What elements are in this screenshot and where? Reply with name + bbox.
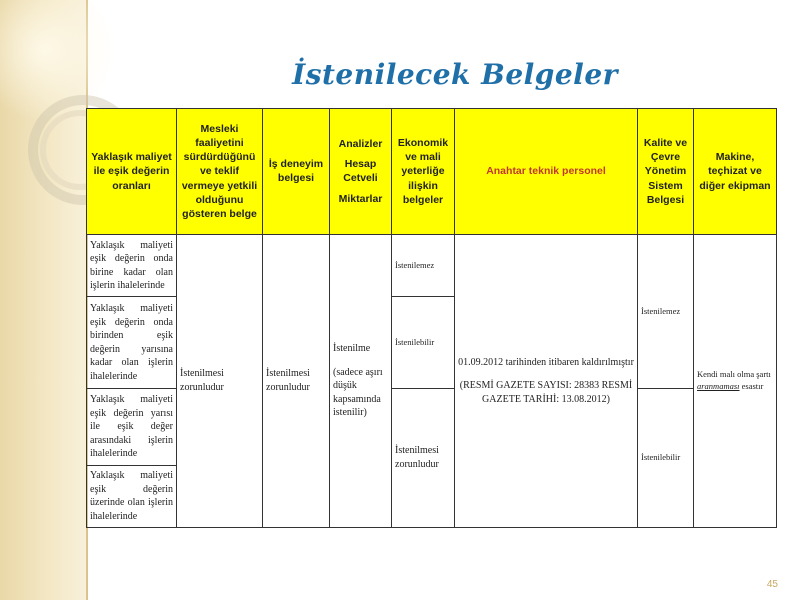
page-number: 45 (766, 579, 778, 590)
header-row (87, 109, 777, 235)
row-label-4: Yaklaşık maliyeti eşik değerin üzerinde olan işlerin ihalelerinde (87, 465, 177, 527)
cell-analyses (330, 234, 392, 527)
cell-machinery (694, 234, 777, 527)
header-economic-financial: Ekonomik ve mali yeterliğe ilişkin belgeler (392, 109, 455, 235)
cell-analyses-line2: (sadece aşırı düşük kapsamında istenilir) (333, 366, 383, 419)
table-row (87, 234, 777, 296)
cell-key-personnel-line1: 01.09.2012 tarihinden itibaren kaldırılmıştır (458, 356, 634, 368)
cell-machinery-pre: Kendi malı olma şartı (697, 369, 771, 380)
cell-key-personnel (455, 234, 638, 527)
header-key-personnel: Anahtar teknik personel (455, 109, 638, 235)
header-analyses (330, 109, 392, 235)
row-label-2: Yaklaşık maliyeti eşik değerin onda birinden eşik değerin yarısına kadar olan işlerin ihalelerinde (87, 297, 177, 389)
header-quality-environment: Kalite ve Çevre Yönetim Sistem Belgesi (638, 109, 694, 235)
header-machinery: Makine, teçhizat ve diğer ekipman (694, 109, 777, 235)
cell-work-experience: İstenilmesi zorunludur (263, 234, 330, 527)
cell-economic-row1: İstenilemez (392, 234, 455, 296)
header-analyses-line3: Miktarlar (338, 192, 383, 205)
cell-economic-row2: İstenilebilir (392, 297, 455, 389)
cell-quality-top: İstenilemez (638, 234, 694, 388)
header-professional-activity: Mesleki faaliyetini sürdürdüğünü ve teklif vermeye yetkili olduğunu gösteren belge (177, 109, 263, 235)
header-analyses-line1: Analizler (338, 138, 383, 151)
cell-machinery-post: esastır (741, 380, 764, 391)
header-threshold-ratio: Yaklaşık maliyet ile eşik değerin oranları (87, 109, 177, 235)
cell-key-personnel-line2: (RESMİ GAZETE SAYISI: 28383 RESMİ GAZETE TARİHİ: 13.08.2012) (459, 380, 633, 405)
header-analyses-line2: Hesap Cetveli (343, 158, 378, 185)
cell-quality-bottom: İstenilebilir (638, 388, 694, 527)
cell-professional-activity: İstenilmesi zorunludur (177, 234, 263, 527)
cell-economic-row3: İstenilmesi zorunludur (392, 388, 455, 527)
documents-table (86, 108, 777, 528)
header-work-experience: İş deneyim belgesi (263, 109, 330, 235)
cell-analyses-line1: İstenilme (333, 343, 371, 355)
cell-machinery-emph: aranmaması (697, 380, 740, 391)
row-label-1: Yaklaşık maliyeti eşik değerin onda birine kadar olan işlerin ihalelerinde (87, 234, 177, 296)
slide-title: İstenilecek Belgeler (292, 58, 618, 91)
row-label-3: Yaklaşık maliyeti eşik değerin yarısı ile eşik değer arasındaki işlerin ihalelerinde (87, 388, 177, 465)
